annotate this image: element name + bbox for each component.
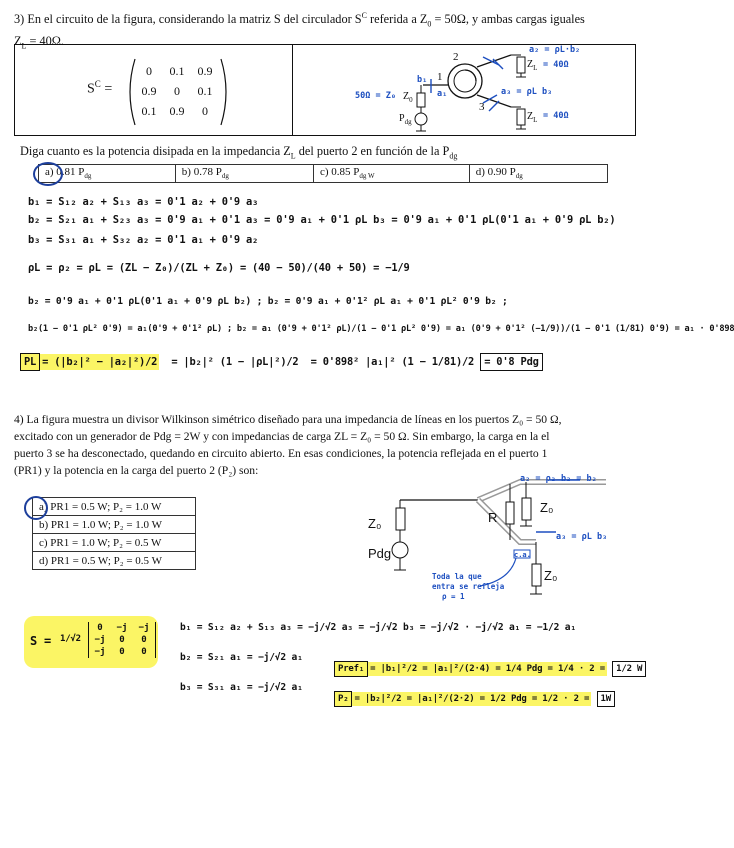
q4-work-line2: b₂ = S₂₁ a₁ = −j/√2 a₁ <box>180 652 303 663</box>
q4-option-d[interactable]: d) PR1 = 0.5 W; P₂ = 0.5 W <box>33 552 196 570</box>
q3-option-b[interactable]: b) 0.78 $P_{dg}$ <box>175 165 313 183</box>
q3-answer-circle <box>33 162 63 186</box>
note-zl-bottom: = 40Ω <box>543 111 569 121</box>
note-open-circuit: c.a. <box>514 551 531 559</box>
q3-options <box>38 164 608 183</box>
pdg-label: Pdg <box>368 546 392 561</box>
q4-s-matrix: 0 −j −j −j 0 0 −j 0 0 <box>88 622 156 658</box>
q4-statement: 4) La figura muestra un divisor Wilkinson simétrico diseñado para una impedancia de líneas en los puertos Z₀ = 50 Ω, excitado con un generador de Pdg = 2W y con impedancias de carga ZL = Z₀ = 50 Ω. Sin embargo, la carga en la el puerto 3 se ha desconectado, quedando en circuito abierto. En esas condiciones, la potencia reflejada en el puerto 1 (PR1) y la potencia en la carga del puerto 2 (P₂) son: <box>14 413 562 477</box>
q3-option-d[interactable]: d) 0.90 $P_{dg}$ <box>469 165 607 183</box>
q3-work-line6: b₂(1 − 0'1 ρL² 0'9) = a₁(0'9 + 0'1² ρL) ; b₂ = a₁ (0'9 + 0'1² ρL)/(1 − 0'1 ρL² 0'9) = a₁ (0'9 + 0'1² (−1/9))/(1 − 0'1 (1/81) 0'9) = a₁ · 0'898 <box>28 324 734 334</box>
q3-work-line3: b₃ = S₃₁ a₁ + S₃₂ a₂ = 0'1 a₁ + 0'9 a₂ <box>28 234 259 246</box>
note-a1: a₁ <box>437 89 448 99</box>
note-a3: a₃ = ρL b₃ <box>501 87 553 97</box>
q3-option-a[interactable]: a) 0.81 $P_{dg}$ <box>39 165 176 183</box>
zl-top-label: $Z_L$ <box>527 59 538 72</box>
z0-top-label: Z₀ <box>540 500 554 515</box>
q3-work-line5: b₂ = 0'9 a₁ + 0'1 ρL(0'1 a₁ + 0'9 ρL b₂) ; b₂ = 0'9 a₁ + 0'1² ρL a₁ + 0'1 ρL² 0'9 b₂ ; <box>28 296 508 307</box>
q3-figure-box <box>14 44 636 136</box>
q3-work-line2: b₂ = S₂₁ a₁ + S₂₃ a₃ = 0'9 a₁ + 0'1 a₃ = 0'9 a₁ + 0'1 ρL b₃ = 0'9 a₁ + 0'1 ρL(0'1 a₁ + 0'9 ρL b₂) <box>28 214 616 226</box>
q3-option-c[interactable]: c) 0.85 $P_{dg W}$ <box>314 165 470 183</box>
z0-bottom-label: Z₀ <box>544 568 558 583</box>
port2-label: 2 <box>453 51 459 63</box>
circulator-circuit <box>293 45 635 135</box>
note-a3-q4: a₃ = ρL b₃ <box>556 532 608 542</box>
scattering-matrix: 0 0.1 0.9 0.9 0 0.1 0.1 0.9 0 <box>141 63 213 118</box>
note-a2-q4: a₂ = ρ₂ b₂ = b₂ <box>520 474 597 484</box>
q3-work-line1: b₁ = S₁₂ a₂ + S₁₃ a₃ = 0'1 a₂ + 0'9 a₃ <box>28 196 259 208</box>
q3-question: Diga cuanto es la potencia disipada en la impedancia $Z_L$ del puerto 2 en función de la $P_{dg}$ <box>20 144 458 161</box>
q4-option-b[interactable]: b) PR1 = 1.0 W; P₂ = 1.0 W <box>33 516 196 534</box>
note-a2: a₂ = ρL·b₂ <box>529 45 581 55</box>
matrix-label: $S^C$ = <box>87 79 113 97</box>
q4-work-line1: b₁ = S₁₂ a₂ + S₁₃ a₃ = −j/√2 a₃ = −j/√2 b₃ = −j/√2 · −j/√2 a₁ = −1/2 a₁ <box>180 622 576 633</box>
note-zl-top: = 40Ω <box>543 60 569 70</box>
pdg-label: $P_{dg}$ <box>399 113 412 126</box>
q4-s-matrix-highlight: S = 1/√2 0 −j −j −j 0 0 −j 0 0 <box>24 616 158 668</box>
q4-option-a[interactable]: a) PR1 = 0.5 W; P₂ = 1.0 W <box>33 498 196 516</box>
note-b1: b₁ <box>417 75 428 85</box>
q4-result-p2: P₂ = |b₂|²/2 = |a₁|²/(2·2) = 1/2 Pdg = 1/2 · 2 = 1W <box>334 694 615 704</box>
note-50ohm: 50Ω = Z₀ <box>355 91 396 101</box>
q4-work-line3: b₃ = S₃₁ a₁ = −j/√2 a₁ <box>180 682 303 693</box>
q3-result: PL = (|b₂|² − |a₂|²)/2 = |b₂|² (1 − |ρL|²)/2 = 0'898² |a₁|² (1 − 1/81)/2 = 0'8 Pdg <box>20 356 543 368</box>
note-reflect: Toda la que entra se refleja ρ = 1 <box>432 572 505 601</box>
q3-statement: 3) En el circuito de la figura, considerando la matriz S del circulador $S^C$ referida a $Z_0 = 50\Omega$, y ambas cargas iguales $Z_L = 40\Omega$. <box>14 11 585 50</box>
q4-result-pref: Pref₁ = |b₁|²/2 = |a₁|²/(2·4) = 1/4 Pdg = 1/4 · 2 = 1/2 W <box>334 664 646 674</box>
q4-answer-circle <box>24 496 48 520</box>
q4-option-c[interactable]: c) PR1 = 1.0 W; P₂ = 0.5 W <box>33 534 196 552</box>
zl-bottom-label: $Z_L$ <box>527 111 538 124</box>
z0-left-label: Z₀ <box>368 516 382 531</box>
port3-label: 3 <box>479 101 485 113</box>
r-label: R <box>488 510 498 525</box>
z0-label: $Z_0$ <box>403 91 413 104</box>
q3-work-line4: ρL = ρ₂ = ρL = (ZL − Z₀)/(ZL + Z₀) = (40 − 50)/(40 + 50) = −1/9 <box>28 262 410 274</box>
q4-options <box>32 497 196 570</box>
port1-label: 1 <box>437 71 443 83</box>
